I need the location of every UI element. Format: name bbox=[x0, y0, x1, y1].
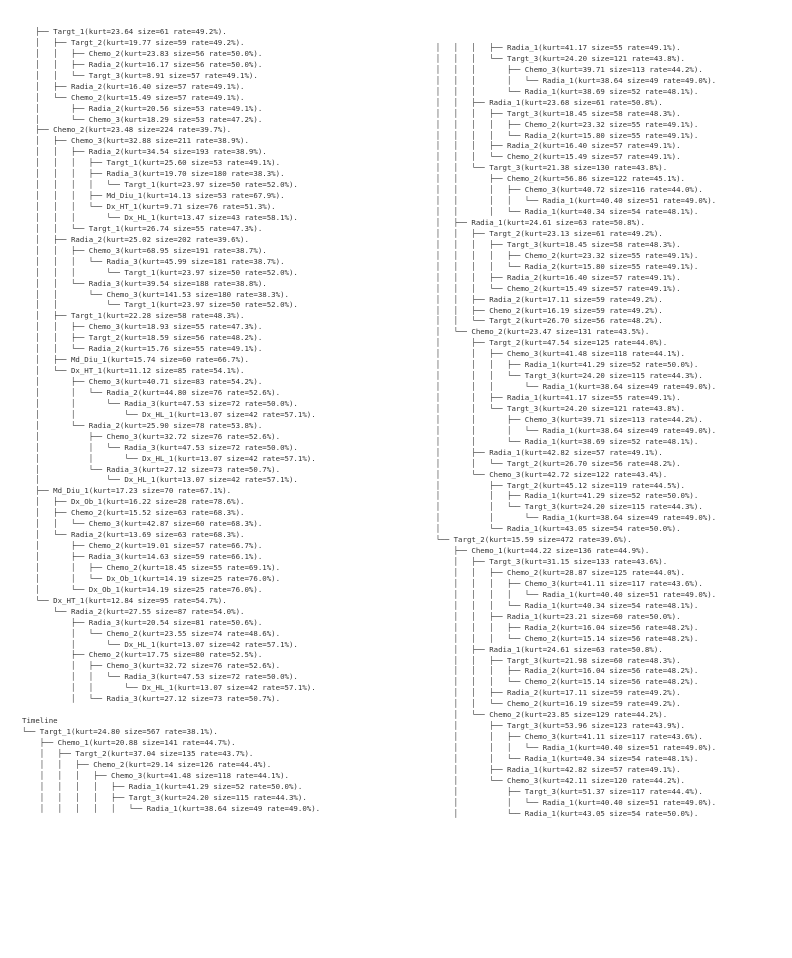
tree-node-line: │ │ ├── Chemo_2(kurt=23.83 size=56 rate=50.0%). bbox=[22, 48, 263, 58]
tree-node-line: │ ├── Radia_1(kurt=24.61 size=63 rate=50.8%). bbox=[418, 644, 663, 654]
tree-node-line: │ │ │ │ └── Radia_1(kurt=38.64 size=49 rate=49.0%). bbox=[418, 75, 717, 85]
tree-node-line: │ └── Dx_HL_1(kurt=13.07 size=42 rate=57.1%). bbox=[22, 475, 298, 485]
tree-node-line: │ │ │ └── Targt_3(kurt=24.20 size=121 rate=43.8%). bbox=[418, 53, 685, 63]
tree-node-line: │ │ │ │ ├── Chemo_2(kurt=23.32 size=55 rate=49.1%). bbox=[418, 119, 699, 129]
tree-node-line: │ ├── Md_Diu_1(kurt=15.74 size=60 rate=66.7%). bbox=[22, 355, 249, 365]
tree-node-line: ├── Radia_3(kurt=20.54 size=81 rate=50.6%). bbox=[22, 617, 263, 627]
tree-node-line: │ │ │ └── Radia_1(kurt=40.40 size=51 rate=49.0%). bbox=[418, 743, 717, 752]
tree-node-line: │ ├── Chemo_2(kurt=15.52 size=63 rate=68.3%). bbox=[22, 508, 245, 518]
tree-node-line: │ │ └── Radia_3(kurt=47.53 size=72 rate=50.0%). bbox=[22, 398, 298, 408]
tree-node-line: │ │ ├── Chemo_2(kurt=28.87 size=125 rate=44.0%). bbox=[418, 568, 685, 577]
tree-node-line: │ │ │ └── Radia_1(kurt=40.34 size=54 rate=48.1%). bbox=[418, 600, 699, 610]
tree-node-line: │ │ │ ├── Radia_1(kurt=41.17 size=55 rate=49.1%). bbox=[418, 43, 681, 52]
tree-node-line: │ │ └── Targt_3(kurt=21.38 size=130 rate=43.8%). bbox=[418, 163, 668, 173]
tree-node-line: │ │ │ ├── Targt_3(kurt=18.45 size=58 rate=48.3%). bbox=[418, 108, 681, 118]
tree-node-line: │ ├── Radia_1(kurt=42.82 size=57 rate=49.1%). bbox=[418, 764, 681, 774]
tree-node-line: │ │ │ │ ├── Targt_3(kurt=24.20 size=115 rate=44.3%). bbox=[22, 792, 307, 802]
tree-node-line: │ │ └── Chemo_2(kurt=16.19 size=59 rate=49.2%). bbox=[418, 699, 681, 709]
tree-node-line: │ │ │ ├── Targt_3(kurt=18.45 size=58 rate=48.3%). bbox=[418, 239, 681, 249]
tree-node-line: │ │ │ └── Dx_HL_1(kurt=13.47 size=43 rate=58.1%). bbox=[22, 212, 298, 222]
tree-node-line: │ │ ├── Chemo_3(kurt=18.93 size=55 rate=47.3%). bbox=[22, 322, 263, 332]
tree-node-line: │ │ │ ├── Radia_2(kurt=16.04 size=56 rate=48.2%). bbox=[418, 622, 699, 632]
tree-node-line: │ ├── Radia_1(kurt=42.82 size=57 rate=49.1%). bbox=[418, 447, 663, 457]
tree-node-line: │ │ └── Targt_2(kurt=26.70 size=56 rate=48.2%). bbox=[418, 458, 681, 468]
tree-node-line: │ │ │ └── Targt_1(kurt=23.97 size=50 rate=52.0%). bbox=[22, 267, 298, 277]
tree-node-line: ├── Md_Diu_1(kurt=17.23 size=70 rate=67.1%). bbox=[22, 486, 232, 496]
tree-node-line: │ │ └── Radia_2(kurt=44.80 size=76 rate=52.6%). bbox=[22, 387, 281, 397]
tree-node-line: │ │ └── Targt_1(kurt=26.74 size=55 rate=47.3%). bbox=[22, 223, 263, 233]
tree-node-line: └── Targt_2(kurt=15.59 size=472 rate=39.6%). bbox=[418, 535, 632, 545]
tree-node-line: ├── Chemo_1(kurt=20.88 size=141 rate=44.7%). bbox=[22, 737, 236, 747]
tree-node-line: │ │ └── Radia_3(kurt=47.53 size=72 rate=50.0%). bbox=[22, 672, 298, 682]
tree-node-line: │ │ └── Radia_1(kurt=38.69 size=52 rate=48.1%). bbox=[418, 436, 699, 446]
tree-node-line: │ │ │ └── Radia_3(kurt=45.99 size=181 rate=38.7%). bbox=[22, 256, 285, 266]
tree-node-line: │ │ └── Chemo_3(kurt=141.53 size=180 rate=38.3%). bbox=[22, 289, 289, 299]
tree-node-line: │ └── Dx_HT_1(kurt=11.12 size=85 rate=54.1%). bbox=[22, 366, 245, 376]
tree-node-line: │ │ └── Radia_1(kurt=40.40 size=51 rate=49.0%). bbox=[418, 797, 717, 807]
tree-node-line: │ │ ├── Chemo_3(kurt=68.95 size=191 rate=38.7%). bbox=[22, 245, 267, 255]
tree-node-line: │ ├── Chemo_3(kurt=32.88 size=211 rate=38.9%). bbox=[22, 136, 249, 146]
tree-node-line: │ │ │ │ └── Radia_2(kurt=15.80 size=55 rate=49.1%). bbox=[418, 261, 699, 271]
tree-node-line: │ └── Dx_HL_1(kurt=13.07 size=42 rate=57.1%). bbox=[22, 639, 298, 649]
tree-node-line: │ │ └── Dx_HL_1(kurt=13.07 size=42 rate=57.1%). bbox=[22, 453, 316, 463]
tree-node-line: │ │ │ ├── Radia_2(kurt=16.40 size=57 rate=49.1%). bbox=[418, 272, 681, 282]
tree-node-line: │ │ │ └── Chemo_2(kurt=15.49 size=57 rate=49.1%). bbox=[418, 283, 681, 293]
tree-node-line: │ │ └── Radia_1(kurt=38.64 size=49 rate=49.0%). bbox=[418, 513, 717, 523]
tree-node-line: │ ├── Radia_2(kurt=16.40 size=57 rate=49.1%). bbox=[22, 81, 245, 91]
tree-node-line: │ │ ├── Chemo_2(kurt=18.45 size=55 rate=69.1%). bbox=[22, 562, 281, 572]
tree-node-line: Timeline bbox=[22, 716, 58, 726]
tree-node-line: │ │ └── Radia_3(kurt=47.53 size=72 rate=50.0%). bbox=[22, 442, 298, 452]
tree-node-line: │ │ │ ├── Radia_1(kurt=41.29 size=52 rate=50.0%). bbox=[418, 360, 699, 370]
tree-node-line: │ │ ├── Radia_2(kurt=17.11 size=59 rate=49.2%). bbox=[418, 688, 681, 698]
tree-node-line bbox=[22, 705, 320, 716]
tree-node-line: │ │ ├── Targt_3(kurt=21.98 size=60 rate=48.3%). bbox=[418, 655, 681, 665]
tree-node-line: │ └── Chemo_2(kurt=15.49 size=57 rate=49.1%). bbox=[22, 92, 245, 102]
tree-node-line: │ │ │ │ └── Radia_1(kurt=40.40 size=51 rate=49.0%). bbox=[418, 196, 717, 206]
tree-node-line: │ │ │ ├── Chemo_3(kurt=39.71 size=113 rate=44.2%). bbox=[418, 64, 703, 74]
tree-node-line: │ ├── Radia_2(kurt=20.56 size=53 rate=49.1%). bbox=[22, 103, 263, 113]
tree-node-line: │ ├── Targt_3(kurt=51.37 size=117 rate=44.4%). bbox=[418, 786, 703, 796]
tree-node-line: │ │ │ └── Chemo_2(kurt=15.14 size=56 rate=48.2%). bbox=[418, 677, 699, 687]
tree-node-line: │ ├── Targt_2(kurt=19.77 size=59 rate=49.2%). bbox=[22, 37, 245, 47]
tree-node-line: │ ├── Targt_2(kurt=45.12 size=119 rate=44.5%). bbox=[418, 480, 685, 490]
tree-node-line: ├── Chemo_2(kurt=23.48 size=224 rate=39.7%). bbox=[22, 125, 232, 135]
tree-node-line: │ ├── Chemo_2(kurt=19.01 size=57 rate=66.7%). bbox=[22, 541, 263, 551]
tree-node-line: │ ├── Radia_1(kurt=24.61 size=63 rate=50.8%). bbox=[418, 218, 645, 227]
tree-node-line: │ │ │ │ └── Targt_1(kurt=23.97 size=50 rate=52.0%). bbox=[22, 180, 298, 190]
tree-node-line: │ │ ├── Chemo_2(kurt=16.19 size=59 rate=49.2%). bbox=[418, 305, 663, 315]
tree-node-line: │ │ │ ├── Chemo_3(kurt=41.48 size=118 rate=44.1%). bbox=[22, 770, 289, 780]
tree-node-line: │ │ │ │ │ └── Radia_1(kurt=38.64 size=49 rate=49.0%). bbox=[22, 803, 321, 813]
tree-column-left bbox=[22, 27, 320, 815]
tree-node-line: │ │ └── Targt_1(kurt=23.97 size=50 rate=52.0%). bbox=[22, 300, 298, 310]
tree-node-line: │ ├── Radia_3(kurt=14.63 size=59 rate=66.1%). bbox=[22, 552, 263, 561]
tree-node-line: │ │ │ ├── Chemo_3(kurt=40.72 size=116 rate=44.0%). bbox=[418, 185, 703, 195]
tree-node-line: │ ├── Chemo_3(kurt=32.72 size=76 rate=52.6%). bbox=[22, 661, 281, 671]
tree-node-line: │ │ ├── Chemo_2(kurt=56.86 size=122 rate=45.1%). bbox=[418, 174, 685, 184]
tree-node-line: │ │ │ │ ├── Chemo_2(kurt=23.32 size=55 rate=49.1%). bbox=[418, 250, 699, 260]
tree-node-line: │ └── Radia_1(kurt=43.05 size=54 rate=50.0%). bbox=[418, 524, 681, 534]
tree-node-line: │ │ ├── Chemo_3(kurt=41.11 size=117 rate=43.6%). bbox=[418, 732, 703, 742]
tree-node-line: ├── Targt_1(kurt=23.64 size=61 rate=49.2%). bbox=[22, 27, 227, 36]
tree-node-line: │ └── Chemo_3(kurt=42.11 size=120 rate=44.2%). bbox=[418, 775, 685, 785]
tree-node-line: │ │ │ ├── Radia_2(kurt=16.04 size=56 rate=48.2%). bbox=[418, 666, 699, 676]
tree-node-line: │ │ │ └── Radia_1(kurt=38.64 size=49 rate=49.0%). bbox=[418, 425, 717, 435]
tree-node-line: │ │ └── Dx_HL_1(kurt=13.07 size=42 rate=57.1%). bbox=[22, 683, 316, 693]
tree-node-line: └── Targt_1(kurt=24.80 size=567 rate=38.1%). bbox=[22, 727, 218, 736]
tree-node-line: │ │ ├── Targt_2(kurt=18.59 size=56 rate=48.2%). bbox=[22, 333, 263, 343]
tree-node-line: │ └── Radia_1(kurt=43.05 size=54 rate=50.0%). bbox=[418, 808, 699, 818]
tree-node-line: │ │ │ └── Targt_3(kurt=24.20 size=115 rate=44.3%). bbox=[418, 371, 703, 381]
tree-node-line: │ │ │ ├── Targt_1(kurt=25.60 size=53 rate=49.1%). bbox=[22, 158, 281, 168]
tree-node-line: │ │ │ ├── Radia_2(kurt=16.40 size=57 rate=49.1%). bbox=[418, 141, 681, 151]
tree-node-line: │ │ ├── Radia_1(kurt=41.17 size=55 rate=49.1%). bbox=[418, 393, 681, 402]
tree-node-line: ├── Chemo_2(kurt=17.75 size=80 rate=52.5%). bbox=[22, 650, 263, 660]
tree-node-line: │ │ └── Radia_2(kurt=15.76 size=55 rate=49.1%). bbox=[22, 344, 263, 354]
tree-node-line: │ │ ├── Targt_2(kurt=23.13 size=61 rate=49.2%). bbox=[418, 228, 663, 238]
tree-node-line: │ │ │ ├── Md_Diu_1(kurt=14.13 size=53 rate=67.9%). bbox=[22, 191, 285, 201]
tree-node-line: │ │ │ └── Chemo_2(kurt=15.49 size=57 rate=49.1%). bbox=[418, 152, 681, 162]
tree-node-line: │ │ ├── Chemo_3(kurt=39.71 size=113 rate=44.2%). bbox=[418, 414, 703, 424]
tree-node-line: │ └── Chemo_3(kurt=42.72 size=122 rate=43.4%). bbox=[418, 469, 668, 479]
tree-node-line: │ │ ├── Chemo_2(kurt=29.14 size=126 rate=44.4%). bbox=[22, 759, 272, 769]
tree-node-line: │ │ └── Chemo_3(kurt=42.87 size=60 rate=68.3%). bbox=[22, 519, 263, 529]
tree-node-line: │ │ └── Radia_3(kurt=39.54 size=188 rate=38.8%). bbox=[22, 278, 267, 288]
tree-node-line: │ │ │ └── Chemo_2(kurt=15.14 size=56 rate=48.2%). bbox=[418, 633, 699, 643]
tree-node-line: │ │ └── Targt_3(kurt=24.20 size=115 rate=44.3%). bbox=[418, 502, 703, 512]
tree-node-line: │ ├── Targt_3(kurt=31.15 size=133 rate=43.6%). bbox=[418, 557, 668, 567]
tree-node-line: │ ├── Targt_1(kurt=22.28 size=58 rate=48.3%). bbox=[22, 311, 245, 321]
tree-node-line: │ │ └── Dx_HL_1(kurt=13.07 size=42 rate=57.1%). bbox=[22, 409, 316, 419]
tree-node-line: ├── Chemo_1(kurt=44.22 size=136 rate=44.9%). bbox=[418, 546, 650, 556]
tree-node-line: │ │ └── Targt_3(kurt=24.20 size=121 rate=43.8%). bbox=[418, 403, 685, 413]
tree-node-line: │ │ │ └── Radia_1(kurt=38.69 size=52 rate=48.1%). bbox=[418, 86, 699, 96]
tree-node-line: │ ├── Targt_2(kurt=37.04 size=135 rate=43.7%). bbox=[22, 748, 254, 758]
tree-node-line: │ │ └── Targt_2(kurt=26.70 size=56 rate=48.2%). bbox=[418, 316, 663, 326]
tree-node-line: │ └── Radia_2(kurt=13.69 size=63 rate=68.3%). bbox=[22, 530, 245, 540]
tree-node-line: │ │ │ └── Dx_HT_1(kurt=9.71 size=76 rate=51.3%). bbox=[22, 202, 276, 211]
tree-node-line: │ ├── Chemo_3(kurt=40.71 size=83 rate=54.2%). bbox=[22, 377, 263, 386]
tree-node-line: │ │ ├── Radia_2(kurt=34.54 size=193 rate=38.9%). bbox=[22, 147, 267, 157]
tree-node-line: │ ├── Chemo_3(kurt=32.72 size=76 rate=52.6%). bbox=[22, 431, 281, 441]
tree-node-line: │ │ │ │ └── Radia_2(kurt=15.80 size=55 rate=49.1%). bbox=[418, 130, 699, 140]
tree-node-line: │ ├── Radia_2(kurt=25.02 size=202 rate=39.6%). bbox=[22, 234, 249, 244]
tree-node-line: │ │ │ └── Radia_1(kurt=40.34 size=54 rate=48.1%). bbox=[418, 207, 699, 217]
tree-node-line: │ └── Chemo_2(kurt=23.47 size=131 rate=43.5%). bbox=[418, 327, 650, 337]
tree-node-line: │ ├── Dx_Ob_1(kurt=16.22 size=28 rate=78.6%). bbox=[22, 497, 245, 507]
tree-column-right bbox=[418, 43, 716, 820]
tree-node-line: │ └── Radia_3(kurt=27.12 size=73 rate=50.7%). bbox=[22, 694, 281, 704]
tree-node-line: │ │ │ │ ├── Radia_1(kurt=41.29 size=52 rate=50.0%). bbox=[22, 781, 303, 791]
tree-node-line: │ │ ├── Radia_2(kurt=16.17 size=56 rate=50.0%). bbox=[22, 59, 263, 69]
tree-node-line: │ │ │ │ └── Radia_1(kurt=40.40 size=51 rate=49.0%). bbox=[418, 589, 717, 599]
tree-node-line: │ │ │ ├── Chemo_3(kurt=41.11 size=117 rate=43.6%). bbox=[418, 578, 703, 588]
tree-node-line: │ │ ├── Radia_1(kurt=23.68 size=61 rate=50.8%). bbox=[418, 97, 663, 107]
tree-node-line: │ ├── Targt_3(kurt=53.96 size=123 rate=43.9%). bbox=[418, 721, 685, 731]
tree-node-line: │ │ │ ├── Radia_3(kurt=19.70 size=180 rate=38.3%). bbox=[22, 169, 285, 179]
tree-node-line: │ │ └── Radia_1(kurt=40.34 size=54 rate=48.1%). bbox=[418, 753, 699, 763]
tree-node-line: │ │ └── Targt_3(kurt=8.91 size=57 rate=49.1%). bbox=[22, 70, 258, 80]
tree-node-line: │ │ ├── Chemo_3(kurt=41.48 size=118 rate=44.1%). bbox=[418, 349, 685, 359]
tree-node-line: └── Dx_HT_1(kurt=12.84 size=95 rate=54.7%). bbox=[22, 595, 227, 605]
tree-node-line: │ ├── Targt_2(kurt=47.54 size=125 rate=44.0%). bbox=[418, 338, 668, 348]
tree-node-line: │ │ └── Dx_Ob_1(kurt=14.19 size=25 rate=76.0%). bbox=[22, 573, 281, 583]
tree-node-line: │ └── Radia_2(kurt=25.90 size=78 rate=53.8%). bbox=[22, 420, 263, 430]
tree-node-line: │ └── Chemo_3(kurt=18.29 size=53 rate=47.2%). bbox=[22, 114, 263, 124]
tree-node-line: └── Radia_2(kurt=27.55 size=87 rate=54.0%). bbox=[22, 606, 245, 616]
tree-node-line: │ └── Chemo_2(kurt=23.55 size=74 rate=48.6%). bbox=[22, 628, 281, 638]
tree-node-line: │ └── Chemo_2(kurt=23.85 size=129 rate=44.2%). bbox=[418, 710, 668, 720]
tree-node-line: │ │ ├── Radia_1(kurt=23.21 size=60 rate=50.0%). bbox=[418, 611, 681, 621]
tree-node-line: │ │ ├── Radia_1(kurt=41.29 size=52 rate=50.0%). bbox=[418, 491, 699, 501]
tree-node-line: │ └── Dx_Ob_1(kurt=14.19 size=25 rate=76.0%). bbox=[22, 584, 263, 594]
tree-node-line: │ └── Radia_3(kurt=27.12 size=73 rate=50.7%). bbox=[22, 464, 281, 474]
tree-node-line: │ │ │ └── Radia_1(kurt=38.64 size=49 rate=49.0%). bbox=[418, 382, 717, 392]
tree-node-line: │ │ ├── Radia_2(kurt=17.11 size=59 rate=49.2%). bbox=[418, 294, 663, 304]
